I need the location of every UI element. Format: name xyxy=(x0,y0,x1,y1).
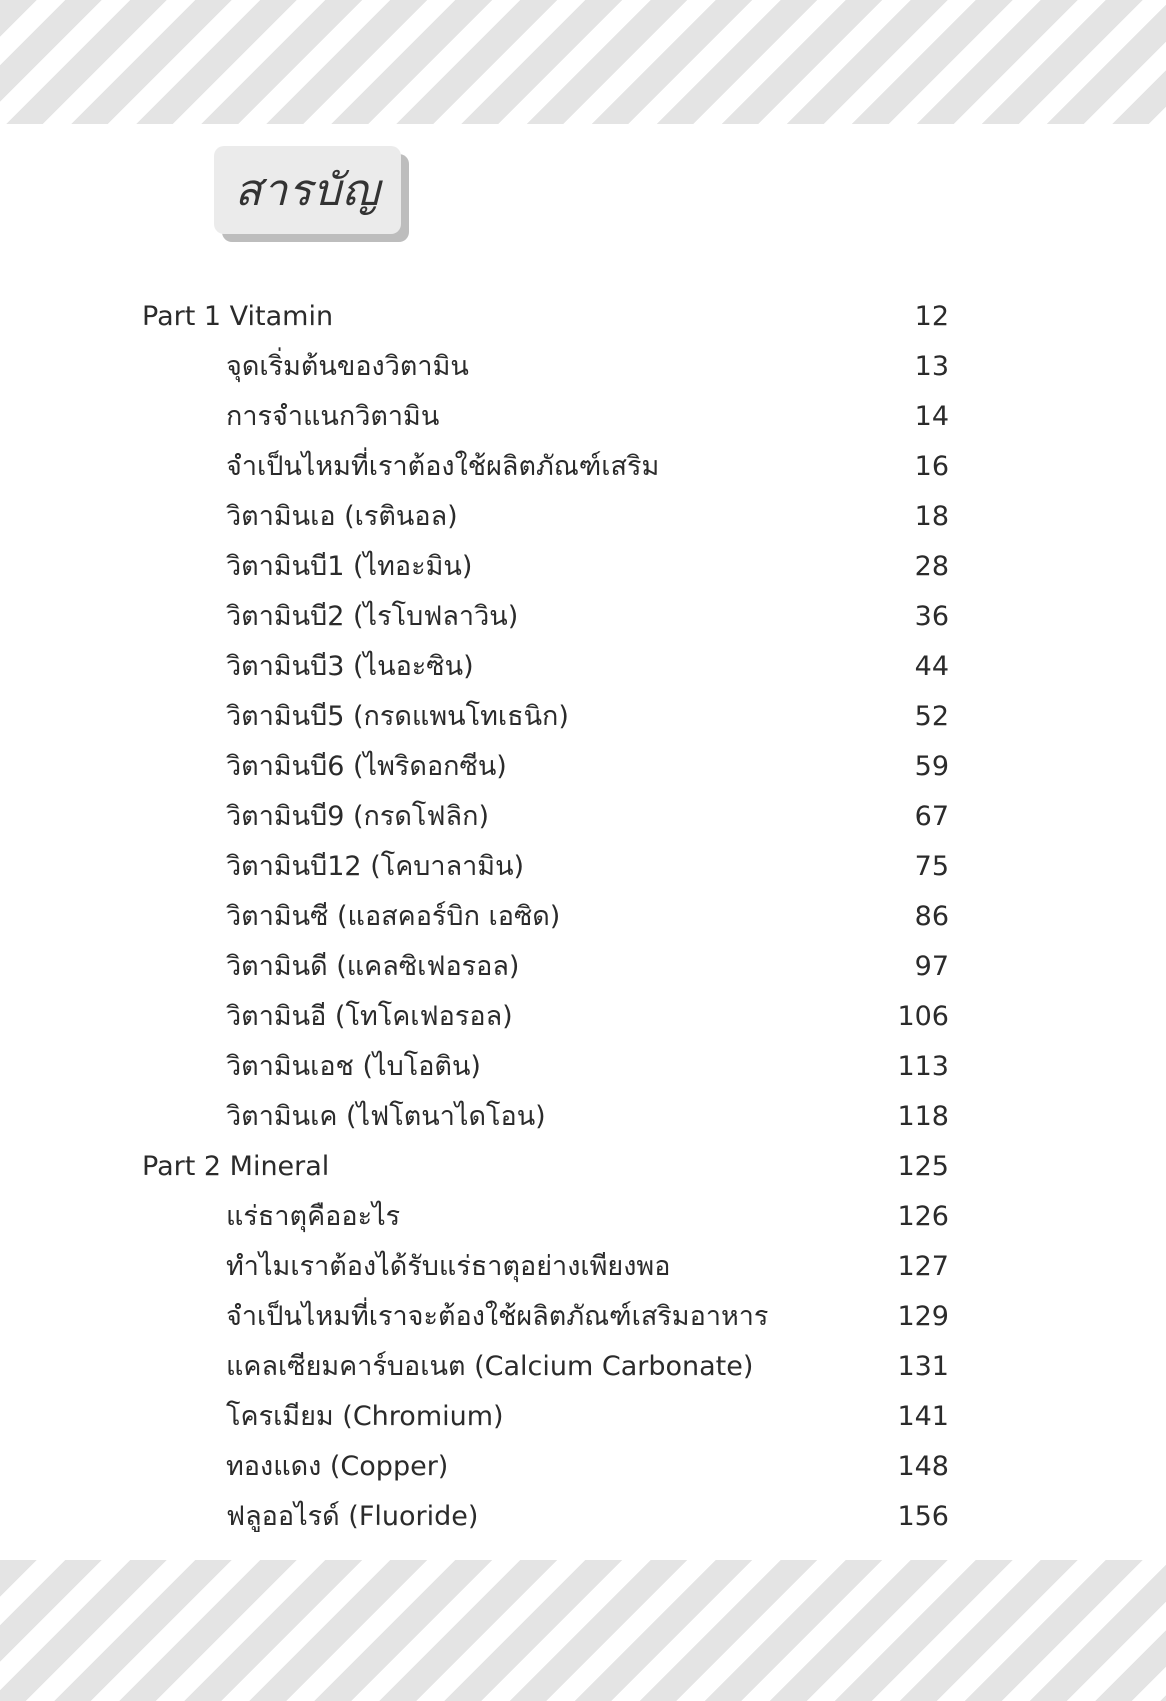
toc-entry-label: ฟลูออไรด์ (Fluoride) xyxy=(226,1501,479,1532)
toc-entry-label: วิตามินเค (ไฟโตนาไดโอน) xyxy=(226,1101,546,1132)
toc-entry-label: วิตามินบี6 (ไพริดอกซีน) xyxy=(226,751,507,782)
toc-row xyxy=(0,492,1166,542)
toc-entry-label: วิตามินบี2 (ไรโบฟลาวิน) xyxy=(226,601,519,632)
toc-row xyxy=(0,742,1166,792)
toc-entry-page: 28 xyxy=(914,551,949,582)
toc-entry-page: 106 xyxy=(897,1001,949,1032)
toc-entry-page: 118 xyxy=(897,1101,949,1132)
toc-entry-label: Part 1 Vitamin xyxy=(142,301,334,332)
toc-entry-label: ทำไมเราต้องได้รับแร่ธาตุอย่างเพียงพอ xyxy=(226,1251,671,1282)
toc-row xyxy=(0,892,1166,942)
toc-row xyxy=(0,392,1166,442)
toc-entry-page: 125 xyxy=(897,1151,949,1182)
toc-row xyxy=(0,442,1166,492)
toc-entry-page: 126 xyxy=(897,1201,949,1232)
toc-row xyxy=(0,1292,1166,1342)
toc-row xyxy=(0,1342,1166,1392)
toc-row xyxy=(0,1192,1166,1242)
title-badge xyxy=(214,146,401,234)
toc-entry-page: 14 xyxy=(914,401,949,432)
top-stripe-band xyxy=(0,0,1166,124)
toc-entry-page: 156 xyxy=(897,1501,949,1532)
toc-part-row xyxy=(0,292,1166,342)
page-title: สารบัญ xyxy=(234,165,381,216)
toc-entry-page: 59 xyxy=(914,751,949,782)
bottom-stripe-band xyxy=(0,1560,1166,1701)
toc-row xyxy=(0,642,1166,692)
toc-entry-page: 36 xyxy=(914,601,949,632)
toc-entry-label: วิตามินบี9 (กรดโฟลิก) xyxy=(226,801,489,832)
toc-entry-page: 13 xyxy=(914,351,949,382)
toc-entry-page: 75 xyxy=(914,851,949,882)
toc-entry-label: วิตามินอี (โทโคเฟอรอล) xyxy=(226,1001,513,1032)
toc-entry-label: วิตามินบี12 (โคบาลามิน) xyxy=(226,851,525,882)
toc-entry-page: 52 xyxy=(914,701,949,732)
toc-row xyxy=(0,1242,1166,1292)
toc-entry-page: 97 xyxy=(914,951,949,982)
toc-row xyxy=(0,842,1166,892)
toc-entry-label: วิตามินบี5 (กรดแพนโทเธนิก) xyxy=(226,701,569,732)
toc-entry-label: จุดเริ่มต้นของวิตามิน xyxy=(226,351,469,382)
toc-entry-label: วิตามินเอ (เรตินอล) xyxy=(226,501,458,532)
toc-entry-page: 127 xyxy=(897,1251,949,1282)
toc-entry-label: แร่ธาตุคืออะไร xyxy=(226,1201,401,1232)
title-badge-box xyxy=(214,146,401,234)
toc-entry-page: 141 xyxy=(897,1401,949,1432)
toc-entry-label: วิตามินบี3 (ไนอะซิน) xyxy=(226,651,474,682)
toc-row xyxy=(0,342,1166,392)
toc-row xyxy=(0,542,1166,592)
toc-entry-page: 148 xyxy=(897,1451,949,1482)
toc-entry-label: การจำแนกวิตามิน xyxy=(226,401,440,432)
toc-entry-label: จำเป็นไหมที่เราจะต้องใช้ผลิตภัณฑ์เสริมอาหาร xyxy=(226,1301,769,1332)
toc-row xyxy=(0,692,1166,742)
toc-entry-page: 44 xyxy=(914,651,949,682)
toc-entry-page: 86 xyxy=(914,901,949,932)
table-of-contents xyxy=(0,292,1166,1542)
toc-entry-label: แคลเซียมคาร์บอเนต (Calcium Carbonate) xyxy=(226,1351,754,1382)
toc-row xyxy=(0,792,1166,842)
toc-row xyxy=(0,992,1166,1042)
toc-entry-label: จำเป็นไหมที่เราต้องใช้ผลิตภัณฑ์เสริม xyxy=(226,451,660,482)
toc-row xyxy=(0,1092,1166,1142)
toc-entry-page: 131 xyxy=(897,1351,949,1382)
toc-entry-label: Part 2 Mineral xyxy=(142,1151,330,1182)
toc-row xyxy=(0,592,1166,642)
toc-entry-page: 129 xyxy=(897,1301,949,1332)
toc-entry-page: 12 xyxy=(914,301,949,332)
toc-entry-label: วิตามินบี1 (ไทอะมิน) xyxy=(226,551,473,582)
toc-entry-page: 67 xyxy=(914,801,949,832)
toc-entry-label: วิตามินเอช (ไบโอติน) xyxy=(226,1051,481,1082)
toc-entry-page: 18 xyxy=(914,501,949,532)
toc-entry-page: 16 xyxy=(914,451,949,482)
toc-row xyxy=(0,1442,1166,1492)
toc-entry-label: วิตามินซี (แอสคอร์บิก เอซิด) xyxy=(226,901,561,932)
toc-entry-label: ทองแดง (Copper) xyxy=(226,1451,449,1482)
toc-entry-page: 113 xyxy=(897,1051,949,1082)
toc-part-row xyxy=(0,1142,1166,1192)
toc-entry-label: โครเมียม (Chromium) xyxy=(226,1401,504,1432)
toc-row xyxy=(0,1042,1166,1092)
toc-row xyxy=(0,1392,1166,1442)
toc-entry-label: วิตามินดี (แคลซิเฟอรอล) xyxy=(226,951,520,982)
toc-row xyxy=(0,942,1166,992)
toc-row xyxy=(0,1492,1166,1542)
